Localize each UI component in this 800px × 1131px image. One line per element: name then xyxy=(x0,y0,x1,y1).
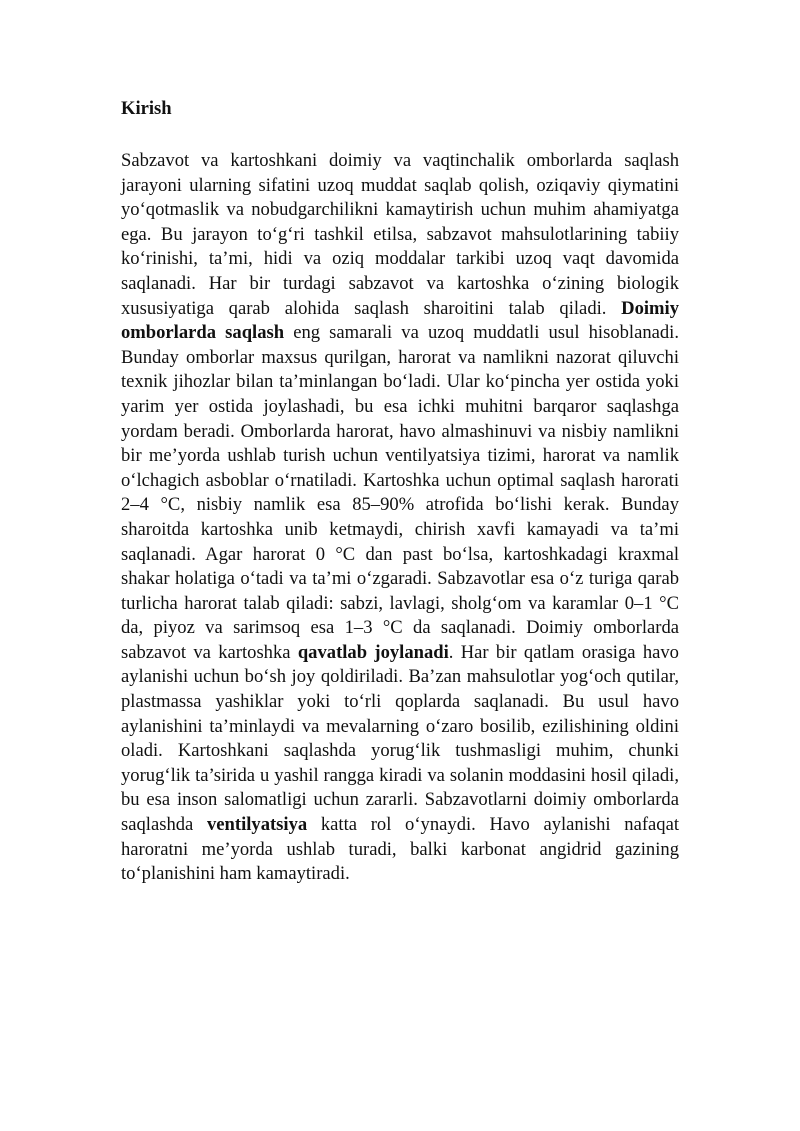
body-paragraph xyxy=(121,149,679,887)
paragraph-run-bold: qavatlab joylanadi xyxy=(297,641,449,663)
paragraph-run: katta rol o‘ynaydi. Havo aylanishi nafaqat haroratni me’yorda ushlab turadi, balki karbonat angidrid gazining to‘planishini ham kamaytiradi. xyxy=(121,814,679,885)
paragraph-run: . Har bir qatlam orasiga havo aylanishi uchun bo‘sh joy qoldiriladi. Ba’zan mahsulotlar yog‘och qutilar, plastmassa yashiklar yoki to‘rli qoplarda saqlanadi. Bu usul havo aylanishini ta’minlaydi va mevalarning o‘zaro bosilib, ezilishining oldini oladi. Kartoshkani saqlashda yorug‘lik tushmasligi muhim, chunki yorug‘lik ta’sirida u yashil rangga kiradi va solanin moddasini hosil qiladi, bu esa inson salomatligi uchun zararli. Sabzavotlarni doimiy omborlarda saqlashda xyxy=(121,641,679,836)
paragraph-run: eng samarali va uzoq muddatli usul hisoblanadi. Bunday omborlar maxsus qurilgan, harorat va namlikni nazorat qiluvchi texnik jihozlar bilan ta’minlangan bo‘ladi. Ular ko‘pincha yer ostida yoki yarim yer ostida joylashadi, bu esa ichki muhitni barqaror saqlashga yordam beradi. Omborlarda harorat, havo almashinuvi va nisbiy namlikni bir me’yorda ushlab turish uchun ventilyatsiya tizimi, harorat va namlik o‘lchagich asboblar o‘rnatiladi. Kartoshka uchun optimal saqlash harorati 2–4 °C, nisbiy namlik esa 85–90% atrofida bo‘lishi kerak. Bunday sharoitda kartoshka unib ketmaydi, chirish xavfi kamayadi va ta’mi saqlanadi. Agar harorat 0 °C dan past bo‘lsa, kartoshkadagi kraxmal shakar holatiga o‘tadi va ta’mi o‘zgaradi. Sabzavotlar esa o‘z turiga qarab turlicha harorat talab qiladi: sabzi, lavlagi, sholg‘om va karamlar 0–1 °C da, piyoz va sarimsoq esa 1–3 °C da saqlanadi. Doimiy omborlarda sabzavot va kartoshka xyxy=(121,322,679,663)
paragraph-run-bold: Doimiy omborlarda saqlash xyxy=(121,297,679,344)
paragraph-run: Sabzavot va kartoshkani doimiy va vaqtinchalik omborlarda saqlash jarayoni ularning sifatini uzoq muddat saqlab qolish, oziqaviy qiymatini yo‘qotmaslik va nobudgarchilikni kamaytirish uchun muhim ahamiyatga ega. Bu jarayon to‘g‘ri tashkil etilsa, sabzavot mahsulotlarining tabiiy ko‘rinishi, ta’mi, hidi va oziq moddalar tarkibi uzoq vaqt davomida saqlanadi. Har bir turdagi sabzavot va kartoshka o‘zining biologik xususiyatiga qarab alohida saqlash sharoitini talab qiladi. xyxy=(121,150,679,319)
document-body xyxy=(121,93,679,887)
section-heading: Kirish xyxy=(121,98,172,119)
paragraph-run-bold: ventilyatsiya xyxy=(206,814,308,836)
